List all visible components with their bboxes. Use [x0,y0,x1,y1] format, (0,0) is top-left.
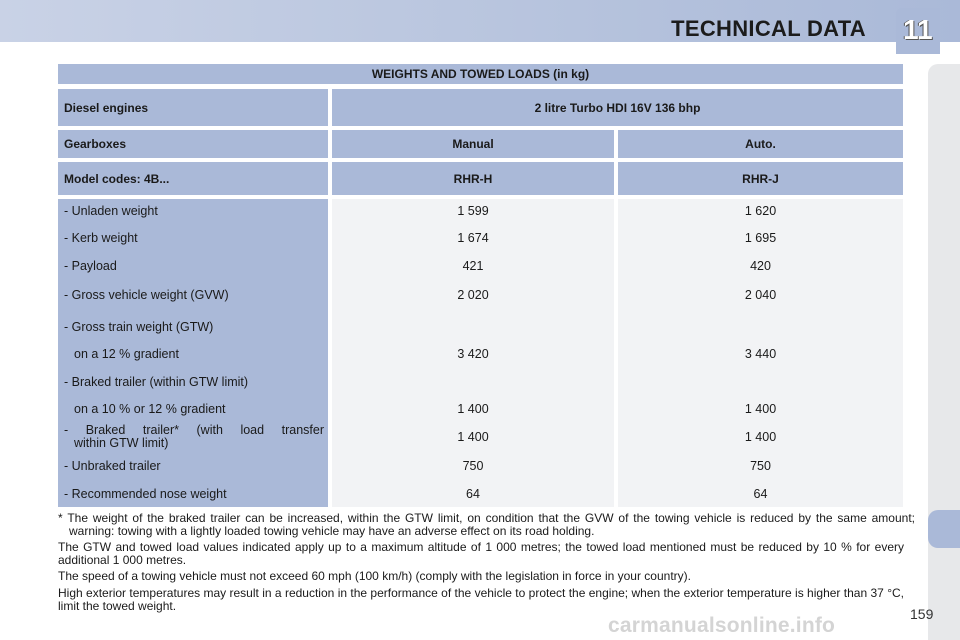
row-value-manual: 1 599 [457,204,489,218]
row-label-gtw-gradient: on a 12 % gradient [74,347,179,361]
row-label-braked-trailer-transfer-cont: within GTW limit) [74,436,169,450]
temperature-note: High exterior temperatures may result in a reduction in the performance of the vehicle to protect the engine; when the exterior temperature is higher than 37 °C, limit the towed weight. [58,586,904,613]
model-code-label: Model codes: 4B... [58,162,328,195]
row-label-kerb-weight: - Kerb weight [64,231,138,245]
engine-label: Diesel engines [58,89,328,126]
header-rule [0,42,960,44]
row-label-payload: - Payload [64,259,117,273]
model-code-manual: RHR-H [332,162,614,195]
page-number: 159 [910,606,934,622]
speed-note: The speed of a towing vehicle must not exceed 60 mph (100 km/h) (comply with the legislation in force in your country). [58,569,691,583]
side-marker [928,510,960,548]
gearbox-auto: Auto. [618,130,903,158]
row-value-auto: 64 [753,487,768,501]
row-value-manual: 1 674 [457,231,489,245]
row-value-manual: 2 020 [457,288,489,302]
row-value-auto: 750 [750,459,771,473]
row-label-braked-trailer: - Braked trailer (within GTW limit) [64,375,249,389]
row-value-manual: 1 400 [457,402,489,416]
row-label-gvw: - Gross vehicle weight (GVW) [64,288,229,302]
row-value-manual: 421 [462,259,484,273]
row-value-auto: 1 400 [744,430,777,444]
chapter-number: 11 [903,14,933,45]
altitude-note: The GTW and towed load values indicated apply up to a maximum altitude of 1 000 metres; the towed load mentioned must be reduced by 10 % for every additional 1 000 metres. [58,540,904,567]
row-value-auto: 3 440 [744,347,777,361]
row-value-manual: 64 [466,487,480,501]
row-value-manual: 750 [462,459,484,473]
engine-row [58,89,903,126]
row-label-nose-weight: - Recommended nose weight [64,487,227,501]
page-title: TECHNICAL DATA [671,16,866,41]
row-value-auto: 1 620 [744,204,777,218]
row-value-auto: 1 695 [744,231,777,245]
row-label-braked-gradient: on a 10 % or 12 % gradient [74,402,226,416]
row-label-unladen-weight: - Unladen weight [64,204,158,218]
row-label-unbraked-trailer: - Unbraked trailer [64,459,161,473]
row-value-manual: 1 400 [457,430,489,444]
row-value-auto: 1 400 [744,402,777,416]
row-value-auto: 2 040 [744,288,777,302]
gearbox-manual: Manual [332,130,614,158]
gearbox-row [58,130,903,158]
watermark-text: carmanualsonline.info [608,614,836,637]
gearbox-label: Gearboxes [58,130,328,158]
row-label-gtw: - Gross train weight (GTW) [64,320,214,334]
model-code-row [58,162,903,195]
engine-value: 2 litre Turbo HDI 16V 136 bhp [332,89,903,126]
row-value-manual: 3 420 [457,347,489,361]
footnote-text: * The weight of the braked trailer can be increased, within the GTW limit, on condition that the GVW of the towing vehicle is reduced by the same amount; warning: towing with a lightly loaded towing vehicle may have an adverse effect on its road holding. [58,511,915,538]
table-title: WEIGHTS AND TOWED LOADS (in kg) [58,64,903,84]
row-label-braked-trailer-transfer: - Braked trailer* (with load transfer [64,423,324,437]
row-value-auto: 420 [750,259,771,273]
model-code-auto: RHR-J [618,162,903,195]
side-rail [928,64,960,640]
